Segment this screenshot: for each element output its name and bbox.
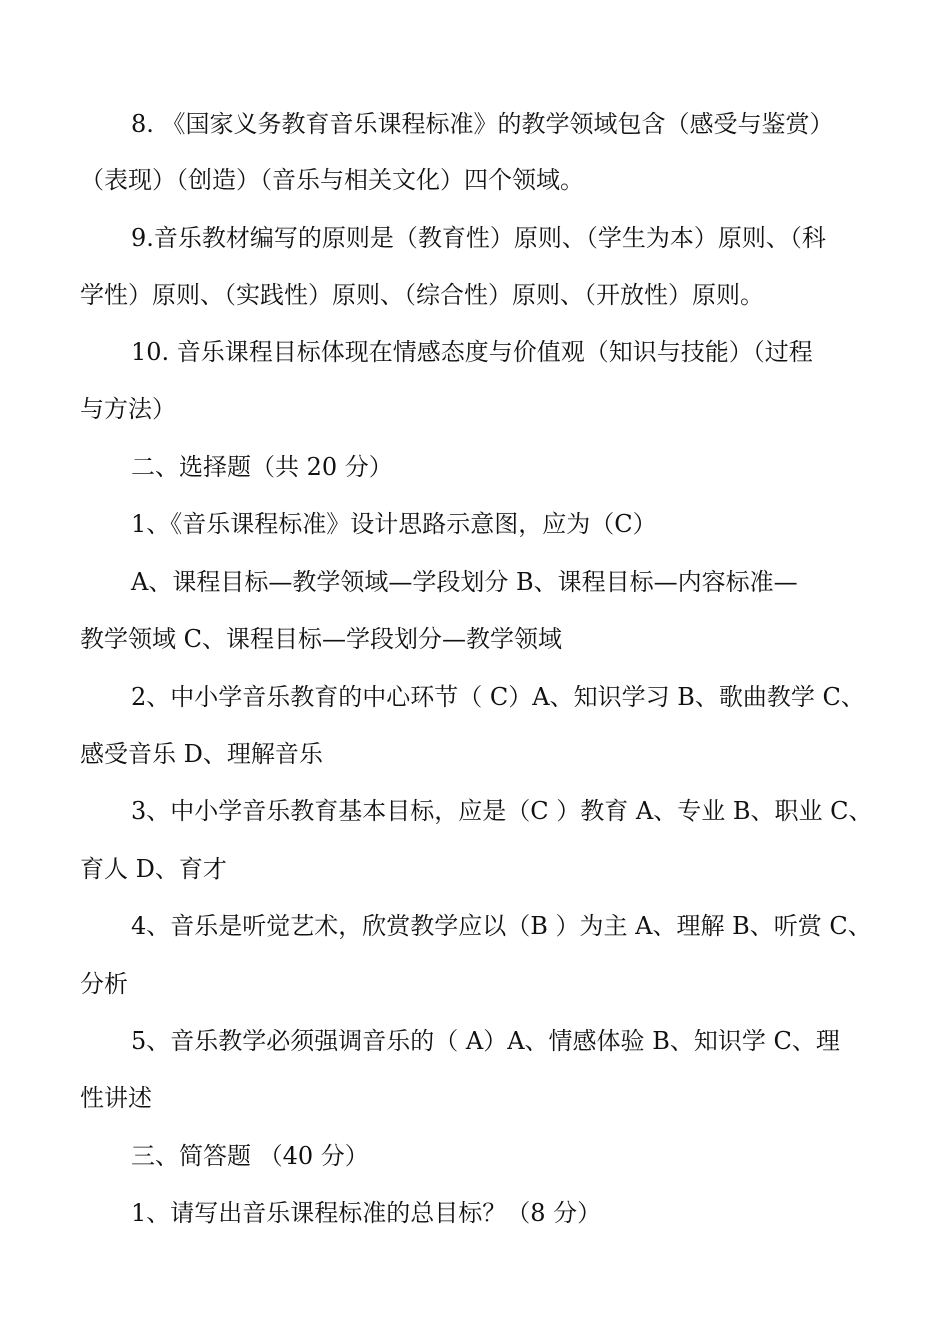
choice-question-4-line-1: 4、音乐是听觉艺术，欣赏教学应以（B ）为主 A、理解 B、听赏 C、 <box>131 912 872 940</box>
choice-question-1-options-line-2: 教学领域 C、课程目标—学段划分—教学领域 <box>80 625 562 653</box>
choice-question-1: 1、《音乐课程标准》设计思路示意图，应为（C） <box>131 510 657 538</box>
fill-in-item-9-line-1: 9.音乐教材编写的原则是（教育性）原则、（学生为本）原则、（科 <box>131 224 826 252</box>
choice-question-5-line-2: 性讲述 <box>80 1084 152 1112</box>
short-answer-question-1: 1、请写出音乐课程标准的总目标？（8 分） <box>131 1199 602 1227</box>
fill-in-item-8-line-1: 8. 《国家义务教育音乐课程标准》的教学领域包含（感受与鉴赏） <box>131 110 834 138</box>
section-heading-multiple-choice: 二、选择题（共 20 分） <box>131 453 393 481</box>
choice-question-4-line-2: 分析 <box>80 970 128 998</box>
choice-question-3-line-2: 育人 D、育才 <box>80 855 227 883</box>
choice-question-3-line-1: 3、中小学音乐教育基本目标，应是（C ）教育 A、专业 B、职业 C、 <box>131 797 873 825</box>
choice-question-1-options-line-1: A、课程目标—教学领域—学段划分 B、课程目标—内容标准— <box>131 568 798 596</box>
fill-in-item-10-line-2: 与方法） <box>80 395 176 423</box>
choice-question-5-line-1: 5、音乐教学必须强调音乐的（ A）A、情感体验 B、知识学 C、理 <box>131 1027 840 1055</box>
fill-in-item-8-line-2: （表现）（创造）（音乐与相关文化）四个领域。 <box>80 166 584 194</box>
choice-question-2-line-2: 感受音乐 D、理解音乐 <box>80 740 323 768</box>
fill-in-item-9-line-2: 学性）原则、（实践性）原则、（综合性）原则、（开放性）原则。 <box>80 281 764 309</box>
choice-question-2-line-1: 2、中小学音乐教育的中心环节（ C）A、知识学习 B、歌曲教学 C、 <box>131 683 865 711</box>
fill-in-item-10-line-1: 10. 音乐课程目标体现在情感态度与价值观（知识与技能）（过程 <box>131 338 813 366</box>
section-heading-short-answer: 三、简答题 （40 分） <box>131 1142 369 1170</box>
